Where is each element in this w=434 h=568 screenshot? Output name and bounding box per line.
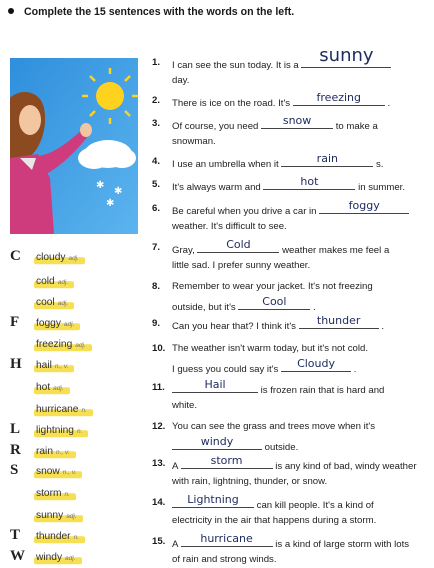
part-of-speech: adj. xyxy=(57,279,69,286)
sentence-number: 14. xyxy=(152,497,166,508)
svg-text:✱: ✱ xyxy=(106,198,115,209)
vocab-word-text: hail xyxy=(36,360,52,371)
vocab-word-text: hot xyxy=(36,382,51,393)
sentence-line xyxy=(172,400,197,411)
sentence-text: outside, but it's xyxy=(172,302,236,313)
sentence-text: little sad. I prefer sunny weather. xyxy=(172,260,311,271)
part-of-speech: n., v. xyxy=(62,469,77,476)
answer-blank[interactable] xyxy=(301,45,391,68)
sentence-line xyxy=(172,532,410,550)
sentence-line xyxy=(172,314,384,332)
sentence-text: snowman. xyxy=(172,136,216,147)
vocab-word xyxy=(36,360,68,371)
handwritten-answer: thunder xyxy=(316,314,361,327)
vocab-word xyxy=(36,382,64,393)
handwritten-answer: Cool xyxy=(262,295,287,308)
index-letter: L xyxy=(10,421,21,437)
bullet-icon xyxy=(8,8,14,14)
svg-text:✱: ✱ xyxy=(114,186,123,197)
sentence-line xyxy=(172,114,378,132)
answer-blank[interactable] xyxy=(172,378,258,393)
answer-blank[interactable] xyxy=(281,152,373,167)
vocab-word-text: hurricane xyxy=(36,404,79,415)
part-of-speech: n., v. xyxy=(56,449,70,456)
sentence-line xyxy=(172,454,417,472)
handwritten-answer: freezing xyxy=(316,91,362,104)
vocab-word xyxy=(36,425,82,436)
vocab-word xyxy=(36,404,87,415)
sentence-line xyxy=(172,554,277,565)
sentence-text: day. xyxy=(172,75,190,86)
sentence-number: 6. xyxy=(152,203,161,214)
sentence-line xyxy=(172,221,287,232)
answer-blank[interactable] xyxy=(299,314,379,329)
vocab-word xyxy=(36,466,76,477)
sentence-number: 5. xyxy=(152,179,161,190)
vocab-word xyxy=(36,318,74,329)
sentence-line xyxy=(172,136,216,147)
vocab-word xyxy=(36,276,68,287)
answer-blank[interactable] xyxy=(263,175,355,190)
index-letter: C xyxy=(10,248,21,264)
handwritten-answer: Hail xyxy=(204,378,226,391)
answer-blank[interactable] xyxy=(281,357,351,372)
sentence-number: 12. xyxy=(152,421,166,432)
sentence-text: . xyxy=(313,302,316,313)
svg-text:✱: ✱ xyxy=(96,180,105,191)
sentence-text: A xyxy=(172,461,178,472)
vocab-word-text: foggy xyxy=(36,318,61,329)
sentence-text: . xyxy=(381,321,384,332)
vocab-word-text: sunny xyxy=(36,510,64,521)
answer-blank[interactable] xyxy=(181,532,273,547)
sentence-number: 8. xyxy=(152,281,161,292)
sentence-line xyxy=(172,493,374,511)
handwritten-answer: sunny xyxy=(319,45,374,66)
sentence-text: I can see the sun today. It is a xyxy=(172,60,299,71)
sentence-line xyxy=(172,378,385,396)
sentence-line xyxy=(172,75,189,86)
sentence-number: 2. xyxy=(152,95,161,106)
sentence-text: There is ice on the road. It's xyxy=(172,98,291,109)
vocab-word-text: cold xyxy=(36,276,55,287)
sentence-text: can kill people. It's a kind of xyxy=(256,500,374,511)
sentence-text: It's always warm and xyxy=(172,182,261,193)
part-of-speech: n. xyxy=(73,534,79,541)
part-of-speech: adj. xyxy=(53,385,64,392)
answer-blank[interactable] xyxy=(172,435,262,450)
sentence-number: 13. xyxy=(152,458,166,469)
handwritten-answer: rain xyxy=(316,152,338,165)
sentence-line xyxy=(172,91,391,109)
answer-blank[interactable] xyxy=(319,199,409,214)
sentence-line xyxy=(172,281,373,292)
part-of-speech: adj. xyxy=(68,255,79,262)
sentence-text: Gray, xyxy=(172,245,195,256)
sentence-line xyxy=(172,421,375,432)
vocab-word-text: lightning xyxy=(36,425,74,436)
sentence-text: I guess you could say it's xyxy=(172,364,279,375)
part-of-speech: adj. xyxy=(63,321,75,328)
handwritten-answer: hot xyxy=(300,175,319,188)
vocab-word xyxy=(36,446,70,457)
sentence-text: outside. xyxy=(264,442,299,453)
part-of-speech: adj. xyxy=(65,555,76,562)
sentence-text: You can see the grass and trees move when it's xyxy=(172,421,376,432)
sentence-line xyxy=(172,238,390,256)
sentence-text: Be careful when you drive a car in xyxy=(172,206,317,217)
vocab-word xyxy=(36,339,86,350)
sentence-text: weather. It's difficult to see. xyxy=(172,221,287,232)
vocab-word-text: thunder xyxy=(36,531,71,542)
sentence-text: electricity in the air that happens during a storm. xyxy=(172,515,377,526)
part-of-speech: adj. xyxy=(75,342,86,349)
index-letter: R xyxy=(10,442,21,458)
sentence-line xyxy=(172,343,368,354)
sentence-text: of rain and strong winds. xyxy=(172,554,277,565)
sentence-line xyxy=(172,435,299,453)
sentence-number: 7. xyxy=(152,242,161,253)
part-of-speech: n. xyxy=(64,491,70,498)
answer-blank[interactable] xyxy=(197,238,279,253)
vocab-word-text: cool xyxy=(36,297,55,308)
instructions-heading: Complete the 15 sentences with the words on the left. xyxy=(8,6,294,18)
vocab-word-text: freezing xyxy=(36,339,73,350)
sentence-text: Remember to wear your jacket. It's not freezing xyxy=(172,281,373,292)
part-of-speech: n. xyxy=(81,407,87,414)
sentence-line xyxy=(172,476,327,487)
weather-presenter-image xyxy=(10,58,138,234)
sentence-line xyxy=(172,152,384,170)
handwritten-answer: Cold xyxy=(226,238,251,251)
sentence-line xyxy=(172,45,391,71)
sentence-text: . xyxy=(353,364,357,375)
vocab-word xyxy=(36,297,68,308)
vocab-word xyxy=(36,552,76,563)
answer-blank[interactable] xyxy=(293,91,385,106)
sentence-number: 9. xyxy=(152,318,161,329)
part-of-speech: adj. xyxy=(57,300,69,307)
vocab-word-text: rain xyxy=(36,446,53,457)
vocab-word-text: snow xyxy=(36,466,60,477)
sentence-line xyxy=(172,515,376,526)
sentence-number: 11. xyxy=(152,382,165,393)
sentence-text: in summer. xyxy=(358,182,406,193)
sentence-text: is frozen rain that is hard and xyxy=(260,385,385,396)
handwritten-answer: windy xyxy=(200,435,234,448)
answer-blank[interactable] xyxy=(172,493,254,508)
index-letter: W xyxy=(10,548,25,564)
vocab-word-text: windy xyxy=(36,552,63,563)
handwritten-answer: hurricane xyxy=(200,532,253,545)
sentence-text: weather makes me feel a xyxy=(282,245,390,256)
sentence-number: 15. xyxy=(152,536,166,547)
sentence-number: 4. xyxy=(152,156,161,167)
sentence-number: 3. xyxy=(152,118,161,129)
sentence-line xyxy=(172,295,316,313)
handwritten-answer: snow xyxy=(282,114,312,127)
answer-blank[interactable] xyxy=(238,295,310,310)
sentence-line xyxy=(172,260,310,271)
index-letter: T xyxy=(10,527,21,543)
handwritten-answer: foggy xyxy=(348,199,380,212)
sentence-text: to make a xyxy=(335,121,378,132)
handwritten-answer: storm xyxy=(210,454,243,467)
sentence-line xyxy=(172,199,409,217)
part-of-speech: n., v. xyxy=(54,363,69,370)
sentence-text: is a kind of large storm with lots xyxy=(275,539,410,550)
sentence-text: A xyxy=(172,539,178,550)
sentence-text: white. xyxy=(172,400,198,411)
index-letter: H xyxy=(10,356,22,372)
vocab-word-text: storm xyxy=(36,488,62,499)
sentence-text: with rain, lightning, thunder, or snow. xyxy=(172,476,328,487)
answer-blank[interactable] xyxy=(261,114,333,129)
index-letter: S xyxy=(10,462,19,478)
sentence-text: is any kind of bad, windy weather xyxy=(275,461,417,472)
part-of-speech: adj. xyxy=(66,513,77,520)
sentence-text: I use an umbrella when it xyxy=(172,159,279,170)
sentence-text: The weather isn't warm today, but it's not cold. xyxy=(172,343,368,354)
vocab-word xyxy=(36,531,79,542)
handwritten-answer: Lightning xyxy=(187,493,239,506)
sentence-line xyxy=(172,357,357,375)
vocab-word-text: cloudy xyxy=(36,252,66,263)
vocab-word xyxy=(36,488,70,499)
vocab-word xyxy=(36,510,77,521)
part-of-speech: n. xyxy=(76,428,83,435)
sentence-number: 1. xyxy=(152,57,161,68)
index-letter: F xyxy=(10,314,20,330)
sentence-text: Of course, you need xyxy=(172,121,259,132)
sentence-text: . xyxy=(387,98,391,109)
sentence-number: 10. xyxy=(152,343,166,354)
sentence-line xyxy=(172,175,406,193)
answer-blank[interactable] xyxy=(181,454,273,469)
handwritten-answer: Cloudy xyxy=(297,357,335,370)
sentence-text: Can you hear that? I think it's xyxy=(172,321,296,332)
sentence-text: s. xyxy=(376,159,384,170)
vocab-word xyxy=(36,252,79,263)
